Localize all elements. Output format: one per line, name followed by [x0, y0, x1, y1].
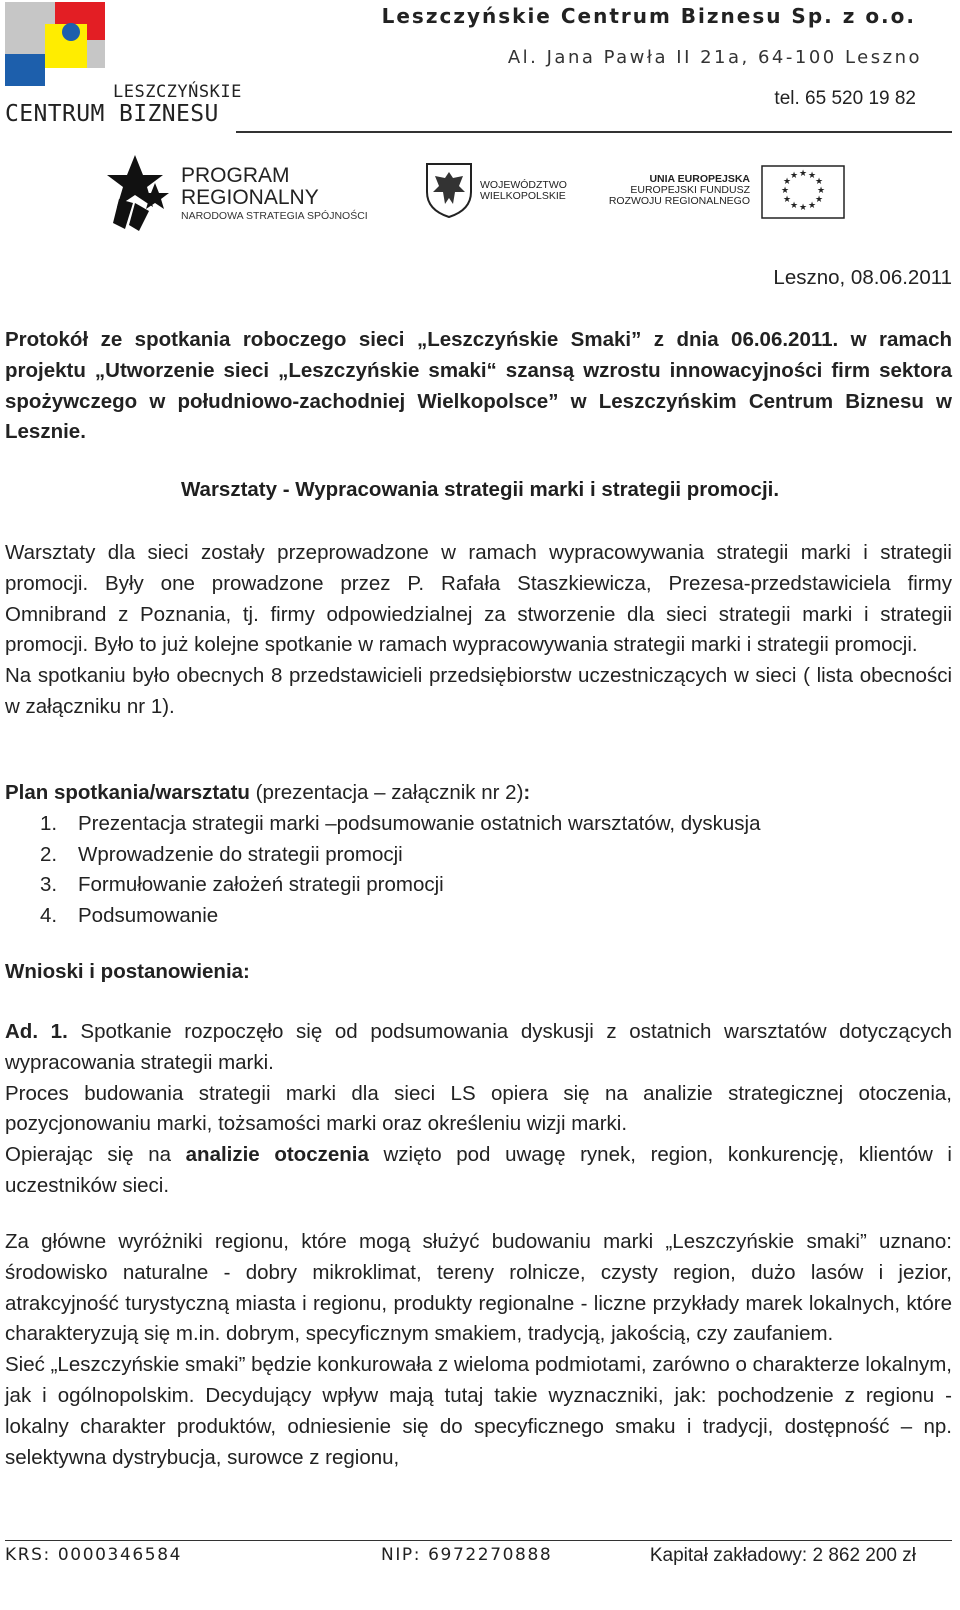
program-line1: PROGRAM [181, 164, 290, 187]
workshop-title: Warsztaty - Wypracowania strategii marki i strategii promocji. [180, 478, 780, 501]
list-item-number: 4. [40, 904, 58, 928]
region-features-paragraph: Za główne wyróżniki regionu, które mogą służyć budowaniu marki „Leszczyńskie smaki” uznano: środowisko naturalne - dobry mikroklimat, tereny rolnicze, czysty region, dużo lasów i jezior, atrakcyjność turystyczną miasta i regionu, produkty regionalne - liczne przykłady marek lokalnych, które charakteryzują się m.in. dobrym, specyficznym smakiem, tradycją, jakością, czy zaufaniem. [5, 1230, 952, 1346]
program-line2: REGIONALNY [181, 186, 319, 209]
lcb-logo-line1: LESZCZYŃSKIE [113, 82, 242, 102]
company-phone: tel. 65 520 19 82 [774, 88, 916, 109]
lcb-logo-line2: CENTRUM BIZNESU [5, 101, 219, 127]
ue-line2: EUROPEJSKI FUNDUSZ [630, 184, 750, 196]
svg-text:★: ★ [814, 195, 824, 205]
eagle-crest-icon [425, 162, 473, 218]
list-item-text: Formułowanie założeń strategii promocji [78, 873, 444, 897]
list-item [5, 901, 952, 932]
list-item-number: 3. [40, 873, 58, 897]
list-item-number: 2. [40, 842, 58, 866]
footer-krs: KRS: 0000346584 [5, 1545, 183, 1565]
list-item-text: Podsumowanie [78, 904, 219, 928]
svg-text:★: ★ [798, 203, 808, 213]
eu-logo [608, 165, 855, 225]
regions-section [5, 1227, 952, 1473]
list-item-text: Wprowadzenie do strategii promocji [78, 842, 403, 866]
svg-text:★: ★ [807, 201, 817, 211]
intro-paragraph: Warsztaty dla sieci zostały przeprowadzone w ramach wypracowywania strategii marki i strategii promocji. Były one prowadzone przez P. Rafała Staszkiewicza, Prezesa-przedstawiciela firmy Omnibrand z Poznania, tj. firmy odpowiedzialnej za stworzenie dla sieci strategii marki i strategii promocji. Było to już kolejne spotkanie w ramach wypracowywania strategii marki i strategii promocji. [5, 541, 952, 657]
list-item-number: 1. [40, 811, 58, 835]
ad1-text: Spotkanie rozpoczęło się od podsumowania dyskusji z ostatnich warsztatów dotyczących wypracowania strategii marki. [5, 1020, 952, 1074]
ue-line1: UNIA EUROPEJSKA [649, 173, 750, 185]
list-item [5, 840, 952, 871]
para4-bold: analizie otoczenia [185, 1143, 369, 1167]
svg-text:★: ★ [814, 177, 824, 187]
attendance-paragraph: Na spotkaniu było obecnych 8 przedstawicieli przedsiębiorstw uczestniczących w sieci ( lista obecności w załączniku nr 1). [5, 664, 952, 718]
footer-nip: NIP: 6972270888 [381, 1545, 553, 1565]
eu-flag-icon [761, 165, 845, 219]
ue-line3: ROZWOJU REGIONALNEGO [608, 195, 750, 207]
ad1-label: Ad. 1. [5, 1020, 68, 1043]
svg-text:★: ★ [782, 195, 792, 205]
plan-note: (prezentacja – załącznik nr 2) [249, 781, 524, 804]
company-name: Leszczyńskie Centrum Biznesu Sp. z o.o. [381, 4, 916, 28]
wielkopolskie-logo [425, 162, 590, 228]
svg-text:★: ★ [789, 201, 799, 211]
svg-text:★: ★ [780, 186, 790, 196]
list-item [5, 870, 952, 901]
document-date: Leszno, 08.06.2011 [773, 266, 952, 289]
conclusions-heading: Wnioski i postanowienia: [5, 960, 250, 983]
brand-process-paragraph: Proces budowania strategii marki dla sieci LS opiera się na analizie strategicznej otoczenia, pozycjonowaniu marki, tożsamości marki oraz określeniu wizji marki. [5, 1081, 952, 1136]
svg-text:★: ★ [782, 177, 792, 187]
wlkp-line1: WOJEWÓDZTWO [480, 179, 567, 191]
document-title: Protokół ze spotkania roboczego sieci „Leszczyńskie Smaki” z dnia 06.06.2011. w ramach projektu „Utworzenie sieci „Leszczyńskie smaki“ szansą wzrostu innowacyjności firm sektora spożywczego w południowo-zachodniej Wielkopolsce” w Leszczyńskim Centrum Biznesu w Lesznie. [5, 328, 952, 444]
svg-text:★: ★ [816, 186, 826, 196]
para4-start: Opierając się na [5, 1143, 186, 1167]
company-address: Al. Jana Pawła II 21a, 64-100 Leszno [507, 47, 922, 68]
lcb-logo [5, 2, 242, 130]
footer-rule [5, 1540, 952, 1541]
list-item-text: Prezentacja strategii marki –podsumowanie ostatnich warsztatów, dyskusja [78, 811, 761, 835]
header-rule [236, 131, 952, 133]
svg-text:★: ★ [789, 171, 799, 181]
program-regionalny-logo [105, 153, 380, 233]
wlkp-line2: WIELKOPOLSKIE [480, 190, 566, 202]
competition-paragraph: Sieć „Leszczyńskie smaki” będzie konkurowała z wieloma podmiotami, zarówno o charakterze lokalnym, jak i ogólnopolskim. Decydujący wpływ mają tutaj takie wyznaczniki, jak: pochodzenie z regionu - lokalny charakter produktów, odniesienie się do specyficznego smaku i tradycji, dostępność – np. selektywna dystrybucja, surowce z regionu, [5, 1353, 952, 1469]
para4-end: wzięto pod uwagę rynek, region, konkurencję, klientów i uczestników sieci. [5, 1143, 952, 1197]
plan-section [5, 778, 952, 932]
ad1-section [5, 1017, 952, 1202]
footer-capital: Kapitał zakładowy: 2 862 200 zł [649, 1545, 916, 1566]
plan-list [5, 809, 952, 932]
program-line3: NARODOWA STRATEGIA SPÓJNOŚCI [181, 210, 368, 222]
svg-text:★: ★ [798, 169, 808, 179]
svg-text:★: ★ [807, 171, 817, 181]
intro-section [5, 538, 952, 723]
program-regionalny-stars-icon [105, 153, 175, 231]
plan-colon: : [523, 781, 531, 804]
list-item [5, 809, 952, 840]
plan-heading: Plan spotkania/warsztatu [5, 781, 250, 804]
